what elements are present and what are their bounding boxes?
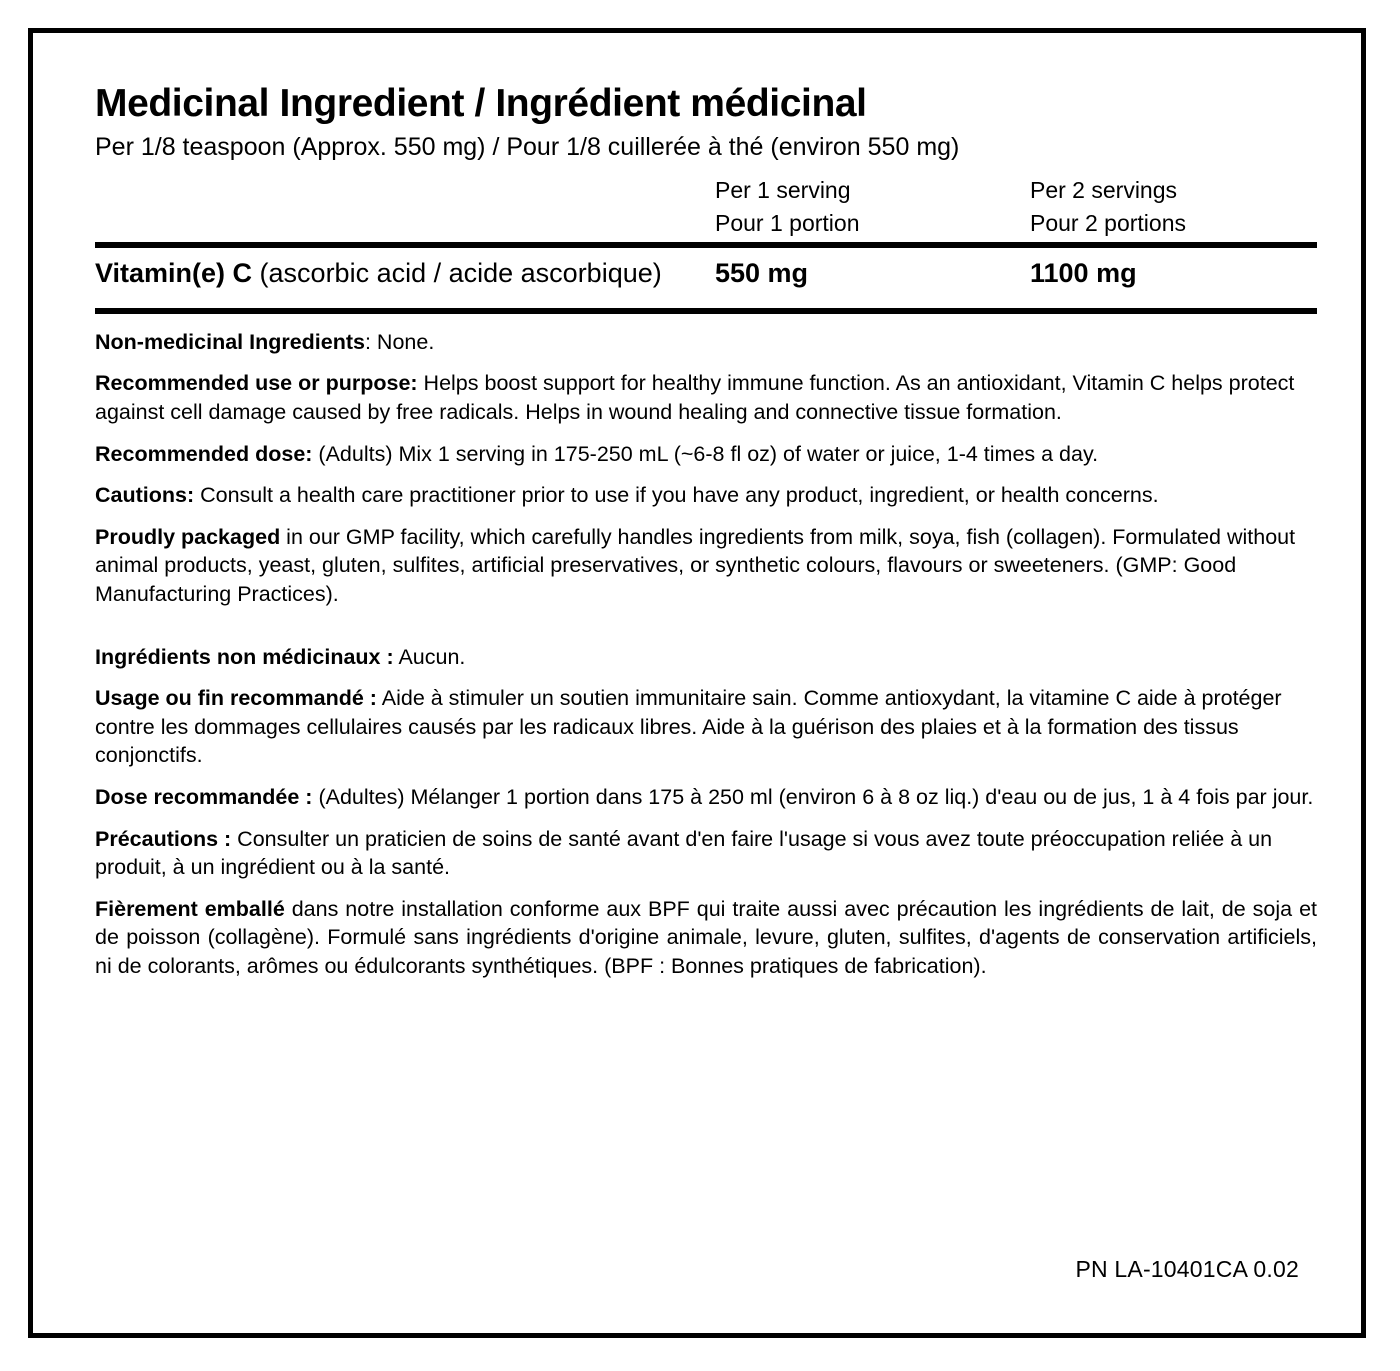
en-recommended-use-label: Recommended use or purpose: (95, 371, 418, 396)
fr-cautions-paragraph (95, 825, 1317, 882)
fr-packaging-text: dans notre installation conforme aux BPF qui traite aussi avec précaution les ingrédients de lait, de soja et de poisson (collagène). Formulé sans ingrédients d'origine animale, levure, gluten, sulfites, d'agents de conservation artificiels, ni de colorants, arômes ou édulcorants synthétiques. (BPF : Bonnes pratiques de fabrication). (95, 896, 1317, 978)
en-recommended-dose-label: Recommended dose: (95, 441, 313, 466)
column-header-one-serving-fr: Pour 1 portion (715, 209, 860, 236)
part-number: PN LA-10401CA 0.02 (1075, 1256, 1299, 1282)
ingredient-amount-two-servings: 1100 mg (1030, 257, 1137, 288)
en-cautions-text: Consult a health care practitioner prior to use if you have any product, ingredient, or health concerns. (194, 483, 1159, 508)
ingredient-row (95, 248, 1317, 308)
fr-recommended-use-text: Aide à stimuler un soutien immunitaire sain. Comme antioxydant, la vitamine C aide à protéger contre les dommages cellulaires causés par les radicaux libres. Aide à la guérison des plaies et à la formation des tissus conjonctifs. (95, 686, 1282, 768)
en-recommended-dose-paragraph (95, 440, 1317, 469)
ingredient-name (95, 258, 662, 289)
serving-basis-text: Per 1/8 teaspoon (Approx. 550 mg) / Pour 1/8 cuillerée à thé (environ 550 mg) (95, 132, 960, 161)
column-header-one-serving-en: Per 1 serving (715, 176, 851, 203)
en-recommended-dose-text: (Adults) Mix 1 serving in 175-250 mL (~6-8 fl oz) of water or juice, 1-4 times a day. (312, 441, 1099, 466)
en-non-medicinal-text: : None. (364, 329, 435, 354)
fr-recommended-use-label: Usage ou fin recommandé : (95, 686, 377, 711)
en-packaging-text: in our GMP facility, which carefully handles ingredients from milk, soya, fish (collagen). Formulated without animal products, yeast, gluten, sulfites, artificial preservatives, or synthetic colours, flavours or sweeteners. (GMP: Good Manufacturing Practices). (95, 524, 1296, 607)
fr-cautions-text: Consulter un praticien de soins de santé avant d'en faire l'usage si vous avez toute préoccupation reliée à un produit, à un ingrédient ou à la santé. (95, 826, 1273, 880)
en-packaging-paragraph (95, 523, 1317, 609)
column-header-one-serving (715, 174, 859, 239)
table-rule-bottom (95, 308, 1317, 314)
fr-non-medicinal-text: Aucun. (393, 644, 466, 669)
fr-recommended-dose-text: (Adultes) Mélanger 1 portion dans 175 à 250 ml (environ 6 à 8 oz liq.) d'eau ou de jus, 1 à 4 fois par jour. (312, 785, 1314, 810)
fr-packaging-label: Fièrement emballé (95, 896, 285, 921)
fr-recommended-dose-paragraph (95, 783, 1317, 812)
en-cautions-label: Cautions: (95, 483, 195, 508)
fr-recommended-dose-label: Dose recommandée : (95, 785, 313, 810)
ingredient-name-rest: (ascorbic acid / acide ascorbique) (259, 257, 662, 288)
ingredient-name-bold: Vitamin(e) C (95, 257, 253, 288)
en-packaging-label: Proudly packaged (95, 524, 281, 549)
column-header-two-servings-fr: Pour 2 portions (1030, 209, 1186, 236)
en-non-medicinal-paragraph (95, 328, 1317, 357)
en-cautions-paragraph (95, 481, 1317, 510)
en-non-medicinal-label: Non-medicinal Ingredients (95, 329, 365, 354)
panel-content (95, 83, 1317, 994)
supplement-facts-panel (28, 28, 1366, 1338)
fr-packaging-paragraph (95, 895, 1317, 981)
column-header-two-servings-en: Per 2 servings (1030, 176, 1178, 203)
en-recommended-use-paragraph (95, 369, 1317, 426)
page-title: Medicinal Ingredient / Ingrédient médicinal (95, 82, 867, 125)
fr-non-medicinal-paragraph (95, 643, 1317, 672)
fr-cautions-label: Précautions : (95, 826, 232, 851)
en-recommended-use-text: Helps boost support for healthy immune function. As an antioxidant, Vitamin C helps protect against cell damage caused by free radicals. Helps in wound healing and connective tissue formation. (95, 371, 1295, 425)
fr-recommended-use-paragraph (95, 684, 1317, 770)
column-header-two-servings (1030, 174, 1186, 239)
ingredient-amount-one-serving: 550 mg (715, 257, 809, 288)
fr-non-medicinal-label: Ingrédients non médicinaux : (95, 644, 394, 669)
serving-columns-header (95, 174, 1317, 240)
